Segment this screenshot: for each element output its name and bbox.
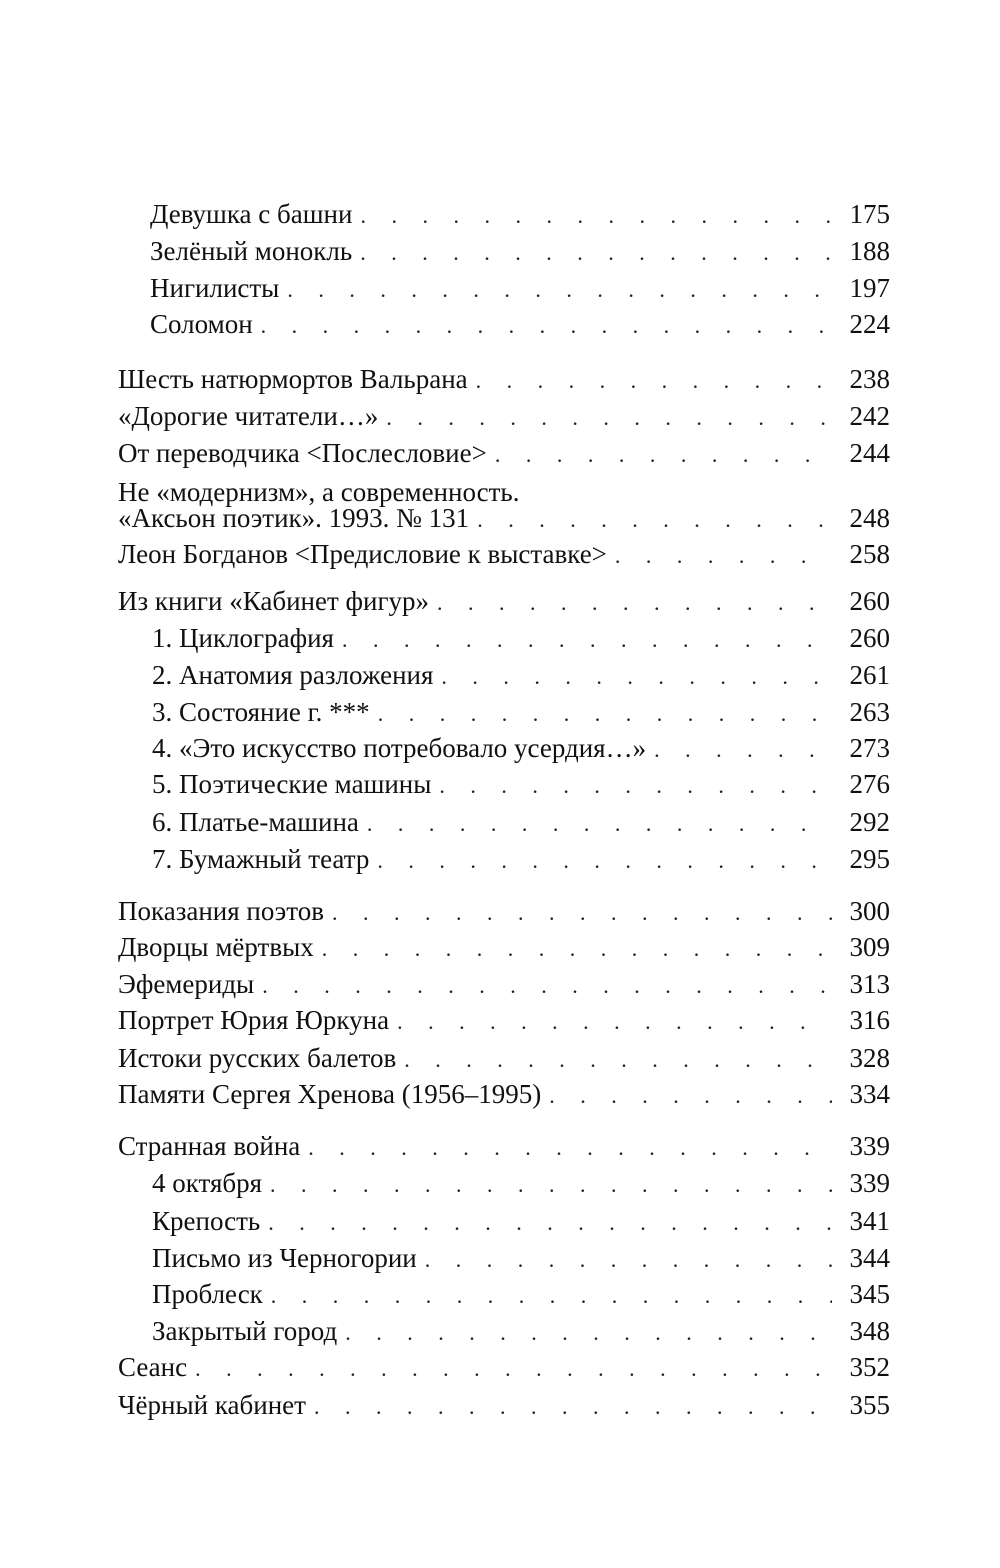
dot-leader [417, 1242, 832, 1278]
toc-subentry [150, 306, 890, 342]
entry-title: 5. Поэтические машины [152, 769, 432, 799]
dot-leader [607, 538, 832, 574]
dot-leader [254, 968, 832, 1004]
page-number: 313 [849, 969, 890, 999]
toc-subentry [152, 841, 890, 877]
toc-subentry [152, 1313, 890, 1349]
dot-leader [646, 732, 832, 768]
page-number: 300 [849, 896, 890, 926]
toc-entry [118, 1128, 890, 1164]
page-number: 260 [849, 623, 890, 653]
toc-entry [118, 1002, 890, 1038]
toc-subentry [152, 1276, 890, 1312]
page-number: 242 [849, 401, 890, 431]
entry-title: Эфемериды [118, 969, 255, 999]
entry-title: 2. Анатомия разложения [152, 660, 434, 690]
page-number: 238 [849, 364, 890, 394]
page-number: 258 [849, 539, 890, 569]
page-number: 339 [849, 1131, 890, 1161]
page-number: 263 [849, 697, 890, 727]
dot-leader [262, 1167, 832, 1203]
dot-leader [487, 437, 832, 473]
dot-leader [431, 768, 832, 804]
page-number: 292 [849, 807, 890, 837]
toc-entry [118, 893, 890, 929]
entry-title: Показания поэтов [118, 896, 324, 926]
page-number: 295 [849, 844, 890, 874]
dot-leader [260, 1205, 832, 1241]
dot-leader [279, 272, 832, 308]
toc-entry [118, 966, 890, 1002]
dot-leader [469, 502, 832, 538]
toc-subentry [152, 694, 890, 730]
dot-leader [433, 659, 832, 695]
toc-subentry [152, 657, 890, 693]
entry-title: Крепость [152, 1206, 261, 1236]
entry-title: Соломон [150, 309, 253, 339]
dot-leader [263, 1278, 832, 1314]
page-number: 348 [849, 1316, 890, 1346]
dot-leader [541, 1078, 832, 1114]
dot-leader [337, 1315, 832, 1351]
dot-leader [314, 931, 832, 967]
page-number: 261 [849, 660, 890, 690]
entry-title: 7. Бумажный театр [152, 844, 370, 874]
dot-leader [468, 363, 832, 399]
dot-leader [370, 696, 832, 732]
entry-title: Нигилисты [150, 273, 280, 303]
toc-subentry [150, 196, 890, 232]
entry-title: 4. «Это искусство потребовало усердия…» [152, 733, 647, 763]
page-number: 188 [849, 236, 890, 266]
page-number: 345 [849, 1279, 890, 1309]
dot-leader [429, 585, 832, 621]
toc-subentry [152, 620, 890, 656]
dot-leader [352, 198, 832, 234]
page-number: 224 [849, 309, 890, 339]
toc-entry [118, 398, 890, 434]
toc-subentry [152, 766, 890, 802]
page-number: 355 [849, 1390, 890, 1420]
page-number: 260 [849, 586, 890, 616]
toc-entry [118, 1349, 890, 1385]
dot-leader [389, 1004, 832, 1040]
toc-entry [118, 1076, 890, 1112]
page-number: 244 [849, 438, 890, 468]
dot-leader [253, 308, 832, 344]
toc-subentry [152, 1203, 890, 1239]
dot-leader [378, 400, 832, 436]
entry-title: Чёрный кабинет [118, 1390, 306, 1420]
toc-entry [118, 1387, 890, 1423]
toc-entry [118, 583, 890, 619]
entry-title: Из книги «Кабинет фигур» [118, 586, 430, 616]
entry-title: Закрытый город [152, 1316, 338, 1346]
page-number: 309 [849, 932, 890, 962]
toc-entry [118, 500, 890, 536]
dot-leader [369, 843, 832, 879]
entry-title: «Дорогие читатели…» [118, 401, 379, 431]
entry-title: Портрет Юрия Юркуна [118, 1005, 390, 1035]
toc-subentry [152, 1240, 890, 1276]
entry-title: Зелёный монокль [150, 236, 353, 266]
page-number: 341 [849, 1206, 890, 1236]
entry-title: Леон Богданов <Предисловие к выставке> [118, 539, 607, 569]
entry-title: Истоки русских балетов [118, 1043, 397, 1073]
dot-leader [324, 895, 832, 931]
page-number: 339 [849, 1168, 890, 1198]
entry-title: 4 октября [152, 1168, 263, 1198]
toc-entry [118, 435, 890, 471]
dot-leader [300, 1130, 832, 1166]
toc-subentry [152, 1165, 890, 1201]
toc-subentry [152, 804, 890, 840]
entry-title: Памяти Сергея Хренова (1956–1995) [118, 1079, 542, 1109]
entry-title: Девушка с башни [150, 199, 353, 229]
dot-leader [334, 622, 832, 658]
dot-leader [352, 235, 832, 271]
dot-leader [359, 806, 832, 842]
page-number: 273 [849, 733, 890, 763]
dot-leader [306, 1389, 832, 1425]
toc-entry [118, 929, 890, 965]
page-number: 316 [849, 1005, 890, 1035]
toc-entry [118, 361, 890, 397]
toc-subentry [152, 730, 890, 766]
entry-title: 6. Платье-машина [152, 807, 359, 837]
page-number: 197 [849, 273, 890, 303]
page-number: 328 [849, 1043, 890, 1073]
page-number: 276 [849, 769, 890, 799]
dot-leader [396, 1042, 832, 1078]
entry-title: «Аксьон поэтик». 1993. № 131 [118, 503, 470, 533]
entry-title: От переводчика <Послесловие> [118, 438, 487, 468]
toc-entry [118, 1040, 890, 1076]
toc-subentry [150, 233, 890, 269]
page-number: 334 [849, 1079, 890, 1109]
entry-title: Дворцы мёртвых [118, 932, 314, 962]
page-number: 352 [849, 1352, 890, 1382]
entry-title: Письмо из Черногории [152, 1243, 417, 1273]
page-number: 344 [849, 1243, 890, 1273]
toc-entry [118, 536, 890, 572]
entry-title: 1. Циклография [152, 623, 334, 653]
entry-title: 3. Состояние г. *** [152, 697, 370, 727]
toc-subentry [150, 270, 890, 306]
entry-title: Проблеск [152, 1279, 263, 1309]
entry-title: Сеанс [118, 1352, 188, 1382]
entry-title: Шесть натюрмортов Вальрана [118, 364, 468, 394]
page-number: 248 [849, 503, 890, 533]
entry-title: Странная война [118, 1131, 301, 1161]
entry-title: Не «модернизм», а современность. [118, 477, 520, 507]
page-number: 175 [849, 199, 890, 229]
dot-leader [187, 1351, 832, 1387]
